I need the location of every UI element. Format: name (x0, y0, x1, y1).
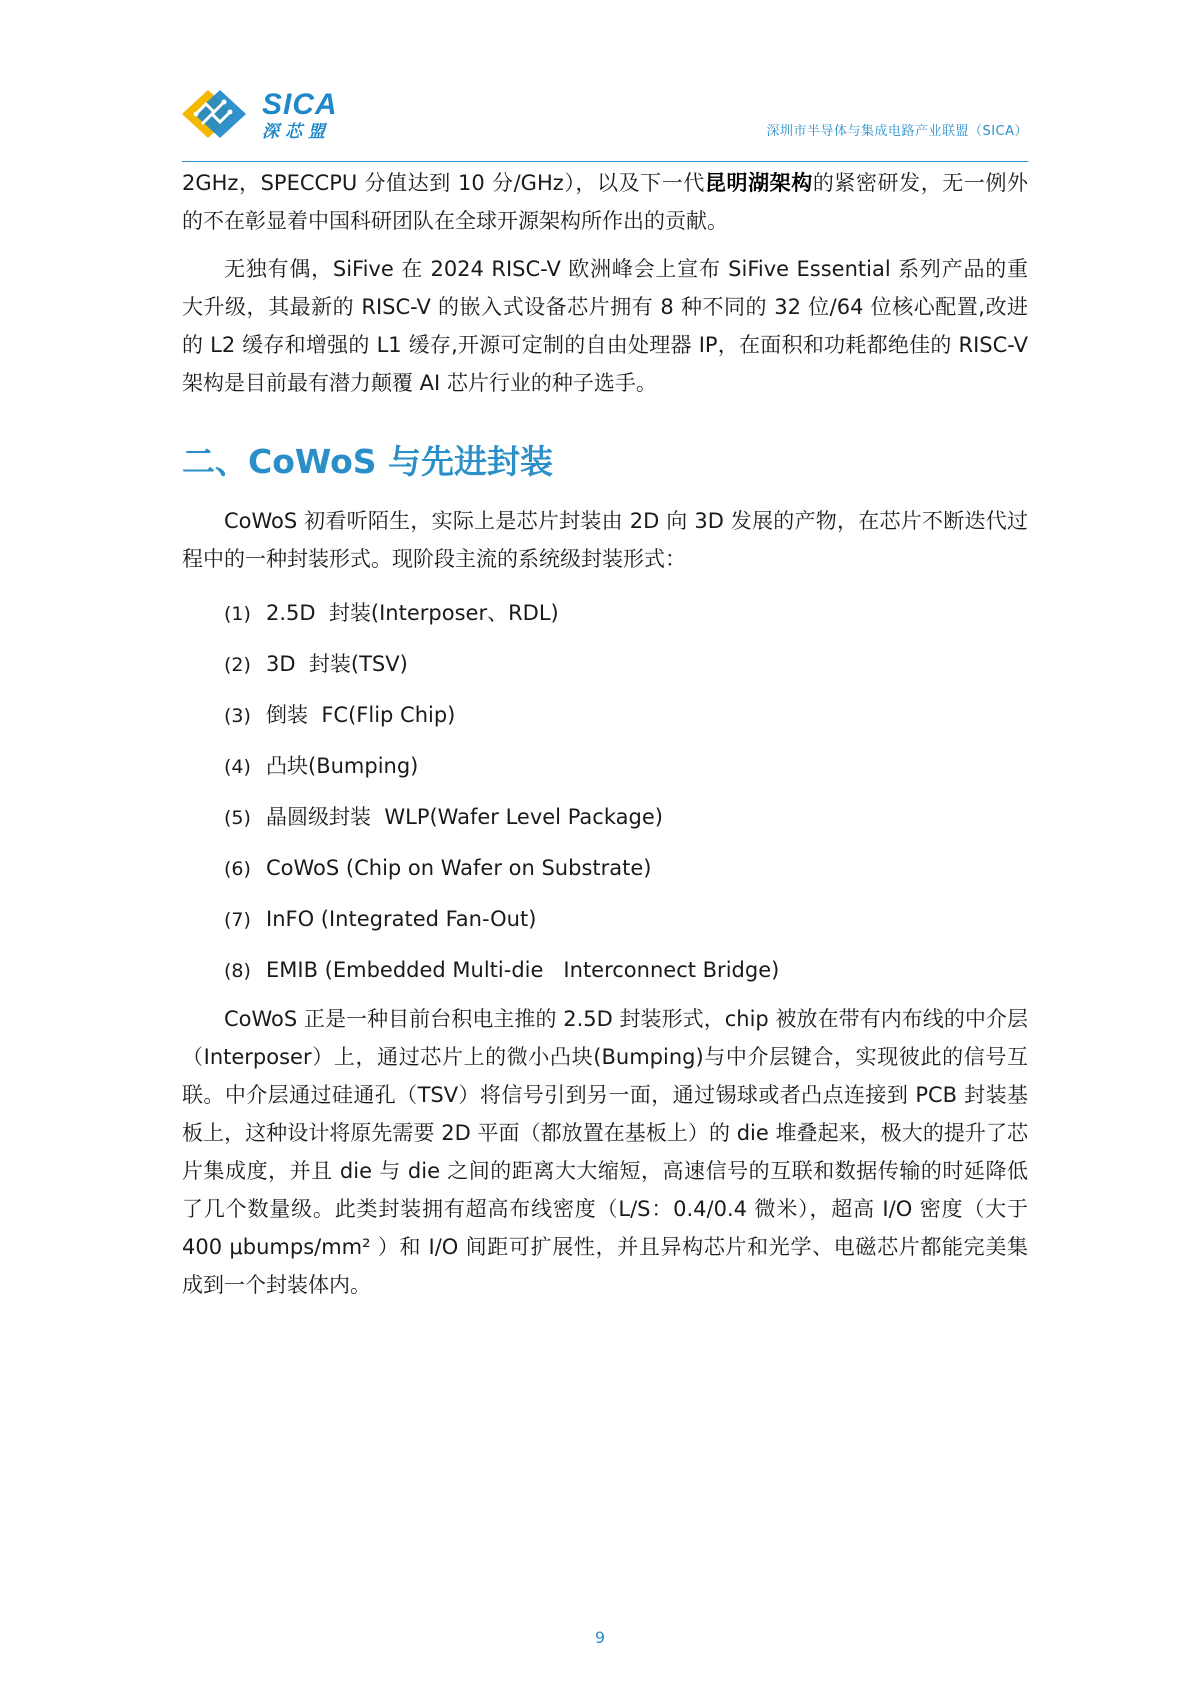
page-number: 9 (594, 1628, 606, 1647)
list-number: (8) (224, 960, 251, 982)
list-text: CoWoS (Chip on Wafer on Substrate) (266, 856, 652, 880)
list-number: (1) (224, 603, 251, 625)
list-text: 2.5D 封装(Interposer、RDL) (266, 601, 559, 625)
paragraph-cowos-intro: CoWoS 初看听陌生，实际上是芯片封装由 2D 向 3D 发展的产物，在芯片不断迭代过程中的一种封装形式。现阶段主流的系统级封装形式： (182, 509, 1028, 571)
emphasis-kunminghu: 昆明湖架构 (704, 171, 813, 195)
list-item (182, 639, 1028, 690)
paragraph-text: 的紧密研发，无一例外的不在彰显着中国科研团队在全球开源架构所作出的贡献。 (182, 171, 1029, 233)
logo-subtitle: 深芯盟 (262, 122, 331, 142)
logo-title: SICA (262, 88, 338, 121)
list-number: (7) (224, 909, 251, 931)
list-number: (2) (224, 654, 251, 676)
paragraph-sifive: 无独有偶，SiFive 在 2024 RISC-V 欧洲峰会上宣布 SiFive Essential 系列产品的重大升级，其最新的 RISC-V 的嵌入式设备芯片拥有 8 种不同的 32 位/64 位核心配置,改进的 L2 缓存和增强的 L1 缓存,开源可定制的自由处理器 IP，在面积和功耗都绝佳的 RISC-V 架构是目前最有潜力颠覆 AI 芯片行业的种子选手。 (182, 257, 1028, 395)
list-text: InFO (Integrated Fan-Out) (266, 907, 537, 931)
main-content (182, 164, 1028, 1314)
packaging-list (182, 588, 1028, 996)
section-heading: 二、CoWoS 与先进封装 (182, 442, 554, 481)
list-number: (6) (224, 858, 251, 880)
list-text: EMIB (Embedded Multi-die Interconnect Bridge) (266, 958, 780, 982)
header-divider (182, 161, 1028, 162)
sica-logo-icon (178, 86, 250, 142)
list-item (182, 894, 1028, 945)
list-item (182, 843, 1028, 894)
list-item (182, 945, 1028, 996)
list-number: (3) (224, 705, 251, 727)
list-number: (5) (224, 807, 251, 829)
list-text: 倒装 FC(Flip Chip) (266, 703, 456, 727)
list-text: 晶圆级封装 WLP(Wafer Level Package) (266, 805, 663, 829)
list-item (182, 792, 1028, 843)
list-number: (4) (224, 756, 251, 778)
logo-wordmark (262, 90, 338, 142)
list-item (182, 690, 1028, 741)
paragraph-continuation (182, 164, 1028, 240)
page-header (0, 0, 1200, 170)
list-text: 3D 封装(TSV) (266, 652, 408, 676)
paragraph-text: 2GHz，SPECCPU 分值达到 10 分/GHz），以及下一代 (182, 171, 705, 195)
list-item (182, 588, 1028, 639)
list-item (182, 741, 1028, 792)
header-organization: 深圳市半导体与集成电路产业联盟（SICA） (766, 124, 1028, 139)
list-text: 凸块(Bumping) (266, 754, 419, 778)
paragraph-cowos-detail: CoWoS 正是一种目前台积电主推的 2.5D 封装形式，chip 被放在带有内布线的中介层（Interposer）上，通过芯片上的微小凸块(Bumping)与中介层键合，实现彼此的信号互联。中介层通过硅通孔（TSV）将信号引到另一面，通过锡球或者凸点连接到 PCB 封装基板上，这种设计将原先需要 2D 平面（都放置在基板上）的 die 堆叠起来，极大的提升了芯片集成度，并且 die 与 die 之间的距离大大缩短，高速信号的互联和数据传输的时延降低了几个数量级。此类封装拥有超高布线密度（L/S：0.4/0.4 微米），超高 I/O 密度（大于 400 μbumps/mm² ）和 I/O 间距可扩展性，并且异构芯片和光学、电磁芯片都能完美集成到一个封装体内。 (182, 1007, 1028, 1297)
